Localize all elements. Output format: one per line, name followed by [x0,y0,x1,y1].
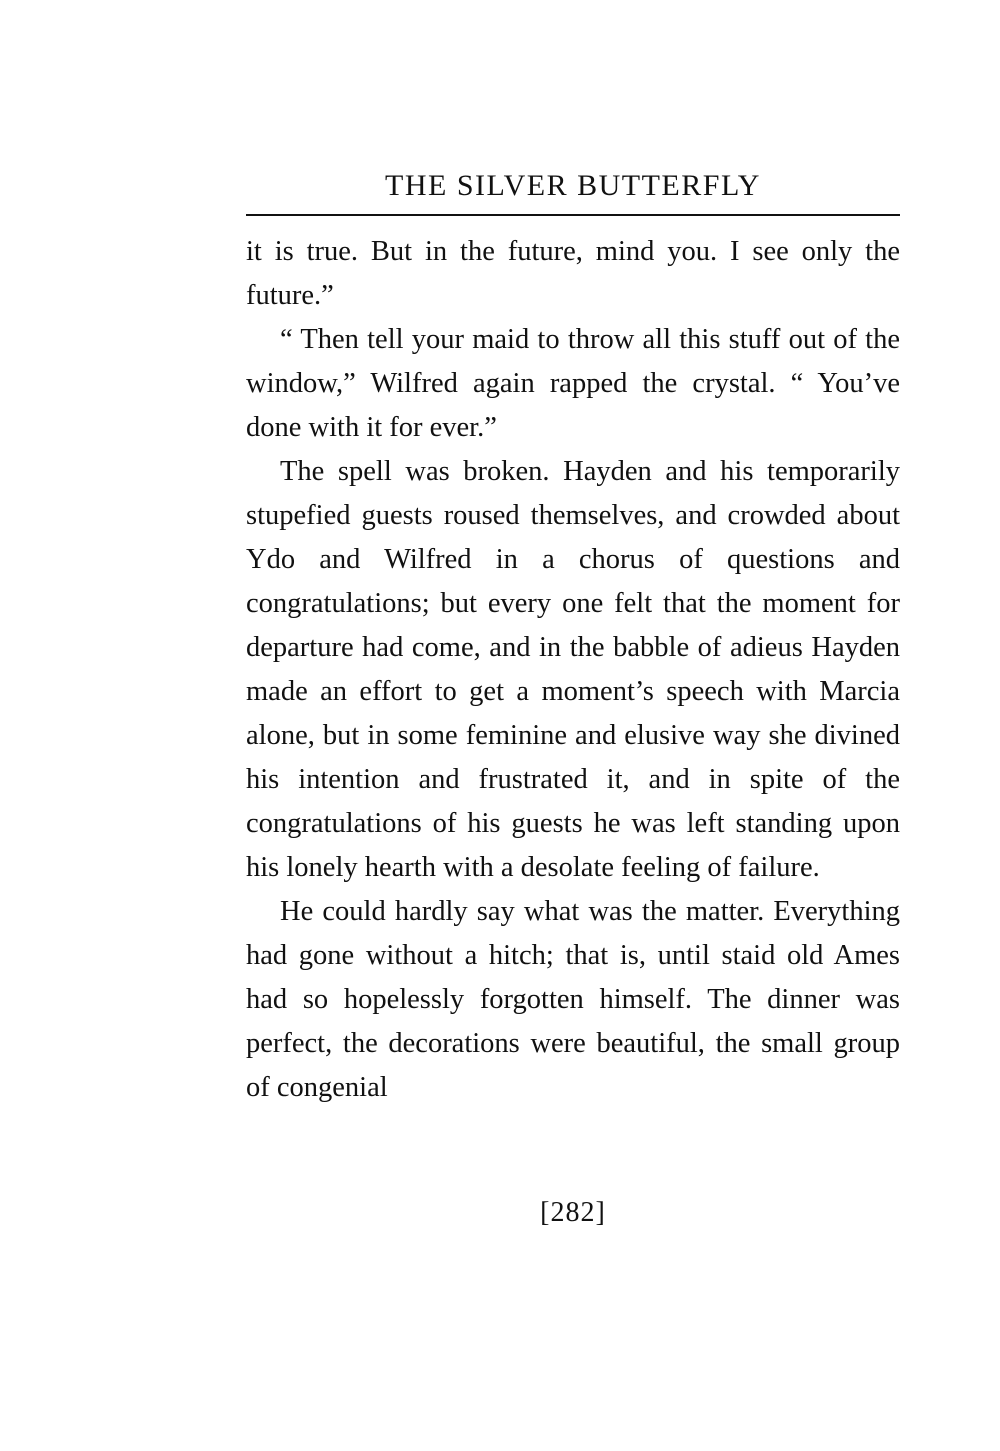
body-text [246,230,900,1110]
running-head: THE SILVER BUTTERFLY [385,169,761,202]
header-rule [246,214,900,216]
paragraph-dialogue: “ Then tell your maid to throw all this stuff out of the window,” Wilfred again rapped the crystal. “ You’ve done with it for ever.” [246,324,900,443]
paragraph-matter: He could hardly say what was the matter. Everything had gone without a hitch; that is, until staid old Ames had so hopelessly forgotten himself. The dinner was perfect, the decorations were beautiful, the small group of congenial [246,896,900,1103]
paragraph-continuation: it is true. But in the future, mind you. I see only the future.” [246,236,900,311]
paragraph-spell-broken: The spell was broken. Hayden and his temporarily stupefied guests roused themselves, and crowded about Ydo and Wilfred in a chorus of questions and congratulations; but every one felt that the moment for departure had come, and in the babble of adieus Hayden made an effort to get a moment’s speech with Marcia alone, but in some feminine and elusive way she divined his intention and frustrated it, and in spite of the congratulations of his guests he was left standing upon his lonely hearth with a desolate feeling of failure. [246,456,900,883]
page-number: [282] [540,1197,606,1228]
